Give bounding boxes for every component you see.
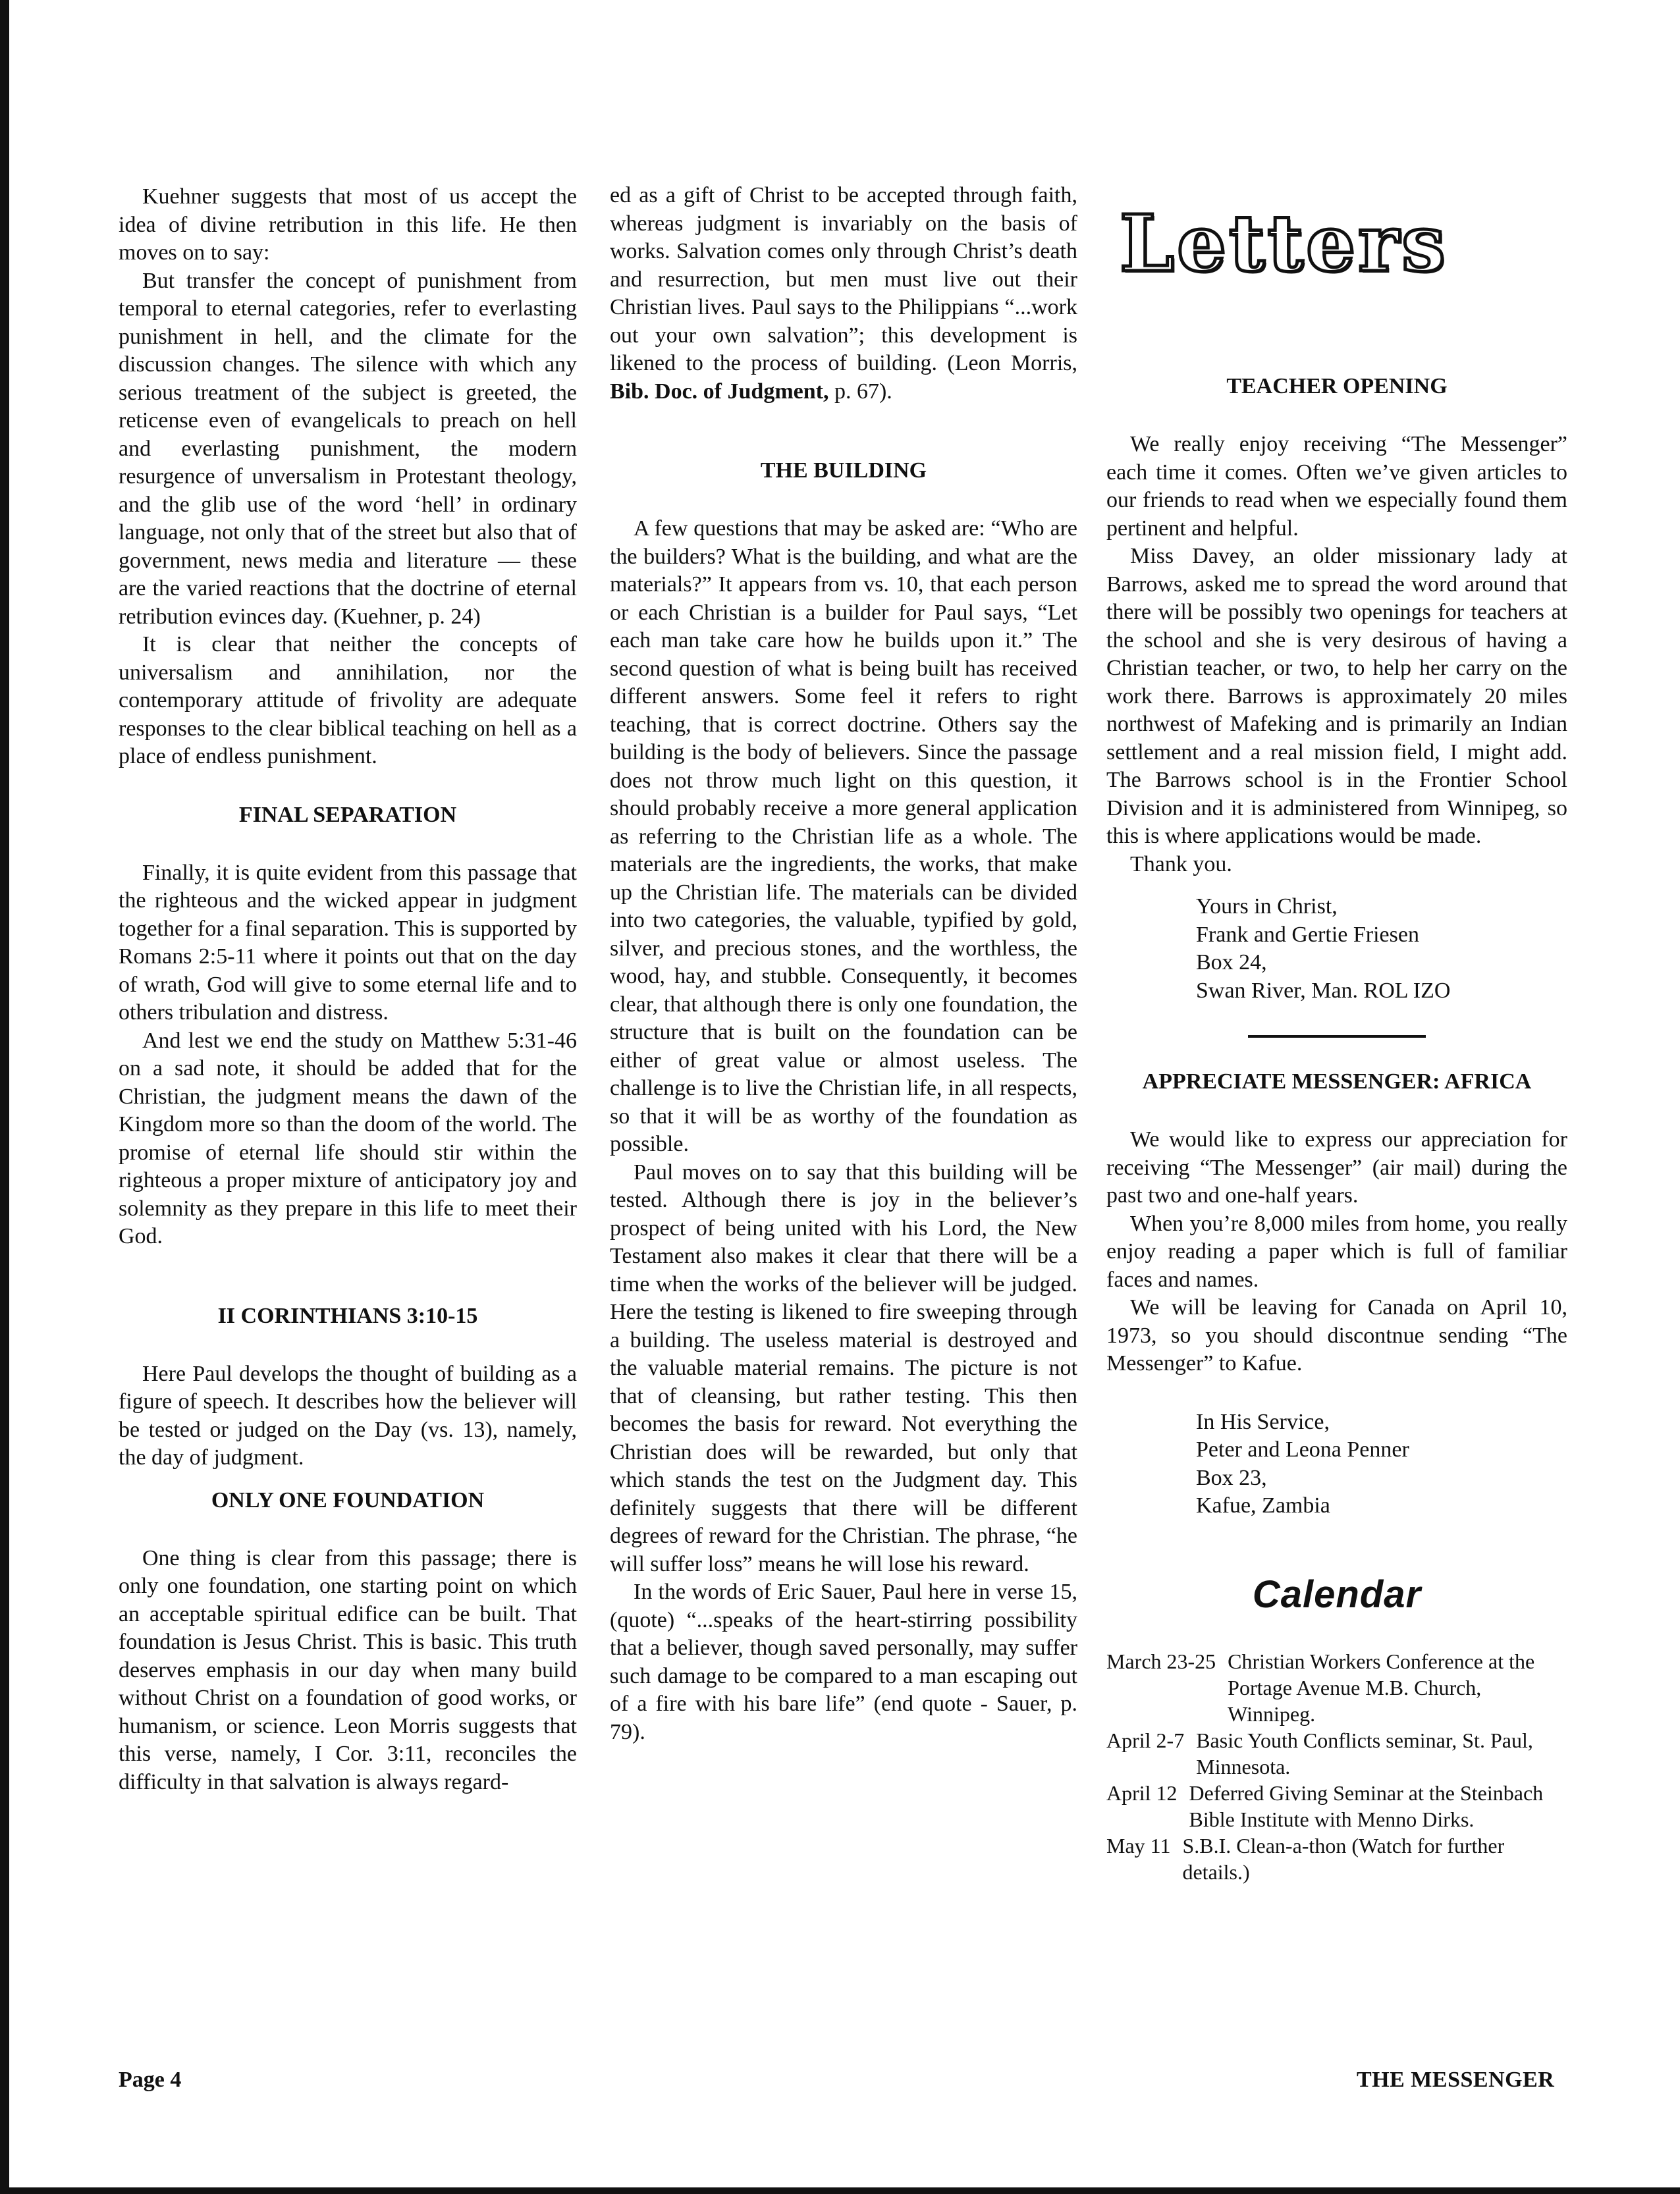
calendar-text: Deferred Giving Seminar at the Steinbach Bible Institute with Menno Dirks.	[1189, 1780, 1544, 1831]
publication-name: THE MESSENGER	[1357, 2068, 1555, 2092]
paragraph: One thing is clear from this passage; there is only one foundation, one starting point on which an acceptable spiritual edifice can be built. That foundation is Jesus Christ. This is basic. This truth deserves emphasis in our day when many build without Christ on a foundation of good works, or humanism, or science. Leon Morris suggests that this verse, namely, I Cor. 3:11, reconciles the difficulty in that salvation is always regard-	[119, 1545, 577, 1794]
calendar-date: April 12	[1106, 1780, 1178, 1805]
calendar-text: S.B.I. Clean-a-thon (Watch for further details.)	[1182, 1833, 1505, 1884]
calendar-title: Calendar	[1252, 1572, 1422, 1616]
heading-the-building: THE BUILDING	[760, 458, 927, 483]
signature-line: Kafue, Zambia	[1196, 1493, 1330, 1518]
scan-edge-left	[0, 0, 9, 2194]
paragraph: Miss Davey, an older missionary lady at Barrows, asked me to spread the word around that there will be possibly two openings for teachers at the school and she is very desirous of having a Christian teacher, or two, to help her carry on the work there. Barrows is approximately 20 miles northwest of Mafeking and is primarily an Indian settlement and a real mission field, I might add. The Barrows school is in the Frontier School Division and it is administered from Winnipeg, so this is where applications would be made.	[1106, 544, 1567, 848]
paragraph: Thank you.	[1130, 851, 1232, 876]
signature-line: In His Service,	[1196, 1409, 1330, 1434]
calendar-item	[1106, 1648, 1567, 1727]
calendar-date: March 23-25	[1106, 1649, 1216, 1673]
paragraph: Paul moves on to say that this building will be tested. Although there is joy in the believer’s prospect of being united with his Lord, the New Testament also makes it clear that there will be a time when the works of the believer will be judged. Here the testing is likened to fire sweeping through a building. The useless material is destroyed and the valuable material remains. The picture is not that of cleansing, but rather testing. This then becomes the basis for reward. Not everything the Christian does will be rewarded, but only that which stands the test on the Judgment day. This definitely suggests that there will be different degrees of reward for the Christian. The phrase, “he will suffer loss” means he will lose his reward.	[610, 1160, 1077, 1576]
heading-final-separation: FINAL SEPARATION	[238, 802, 457, 827]
text-run: ed as a gift of Christ to be accepted through faith, whereas judgment is invariably on the basis of works. Salvation comes only through Christ’s death and resurrection, but men must live out their Christian lives. Paul says to the Philippians “...work out your own salvation”; this development is likened to the process of building. (Leon Morris,	[610, 183, 1077, 375]
paragraph: In the words of Eric Sauer, Paul here in verse 15, (quote) “...speaks of the heart-stirring possibility that a believer, though saved personally, may suffer such damage to be compared to a man escaping out of a fire with his bare life” (end quote - Sauer, p. 79).	[610, 1580, 1077, 1744]
signature-line: Swan River, Man. ROL IZO	[1196, 978, 1451, 1003]
block-quote: But transfer the concept of punishment from temporal to eternal categories, refer to everlasting punishment in hell, and the climate for the discussion changes. The silence with which any serious treatment of the subject is greeted, the reticense even of evangelicals to preach on hell and everlasting punishment, the modern resurgence of unversalism in Protestant theology, and the glib use of the word ‘hell’ in ordinary language, not only that of the street but also that of government, news media and literature — these are the varied reactions that the doctrine of eternal retribution evinces day. (Kuehner, p. 24)	[119, 268, 577, 629]
calendar-item	[1106, 1780, 1567, 1833]
column-2	[610, 182, 1077, 1746]
signature-line: Box 23,	[1196, 1465, 1267, 1490]
calendar-date: April 2-7	[1106, 1728, 1185, 1752]
calendar-text: Christian Workers Conference at the Portage Avenue M.B. Church, Winnipeg.	[1228, 1649, 1535, 1726]
citation-title: Bib. Doc. of Judgment,	[610, 379, 829, 404]
page-number: Page 4	[119, 2068, 182, 2092]
column-3	[1106, 373, 1567, 1885]
paragraph: Kuehner suggests that most of us accept the idea of divine retribution in this life. He then moves on to say:	[119, 184, 577, 265]
calendar-item	[1106, 1833, 1567, 1885]
letters-title-text: Letters	[1120, 198, 1448, 289]
calendar-date: May 11	[1106, 1833, 1171, 1858]
calendar-list	[1106, 1648, 1567, 1885]
heading-ii-corinthians: II CORINTHIANS 3:10-15	[217, 1303, 478, 1328]
paragraph: And lest we end the study on Matthew 5:31-46 on a sad note, it should be added that for the Christian, the judgment means the dawn of the Kingdom more so than the doom of the world. The promise of eternal life should stir within the righteous a proper mixture of anticipatory joy and solemnity as they prepare in this life to meet their God.	[119, 1028, 577, 1248]
signature-line: Yours in Christ,	[1196, 894, 1338, 919]
paragraph: When you’re 8,000 miles from home, you really enjoy reading a paper which is full of familiar faces and names.	[1106, 1211, 1567, 1292]
heading-appreciate-messenger: APPRECIATE MESSENGER: AFRICA	[1142, 1069, 1532, 1094]
paragraph: Here Paul develops the thought of building as a figure of speech. It describes how the believer will be tested or judged on the Day (vs. 13), namely, the day of judgment.	[119, 1361, 577, 1470]
scan-edge-bottom	[0, 2187, 1680, 2194]
letters-title	[1120, 198, 1528, 289]
calendar-text: Basic Youth Conflicts seminar, St. Paul, Minnesota.	[1196, 1728, 1533, 1779]
paragraph: We would like to express our appreciation for receiving “The Messenger” (air mail) during the past two and one-half years.	[1106, 1127, 1567, 1208]
heading-only-one-foundation: ONLY ONE FOUNDATION	[211, 1487, 485, 1512]
signature-line: Frank and Gertie Friesen	[1196, 922, 1419, 947]
calendar-item	[1106, 1727, 1567, 1780]
signature-friesen	[1196, 893, 1567, 1005]
paragraph: A few questions that may be asked are: “Who are the builders? What is the building, and what are the materials?” It appears from vs. 10, that each person or each Christian is a builder for Paul says, “Let each man take care how he builds upon it.” The second question of what is being built has received different answers. Some feel it refers to right teaching, that is correct doctrine. Others say the building is the body of believers. Since the passage does not throw much light on this question, it should probably receive a more general application as referring to the Christian life as a whole. The materials are the ingredients, the works, that make up the Christian life. The materials can be divided into two categories, the valuable, typified by gold, silver, and precious stones, and the worthless, the wood, hay, and stubble. Consequently, it becomes clear, that although there is only one foundation, the structure that is built on the foundation can be either of great value or almost useless. The challenge is to live the Christian life, in all respects, so that it will be as worthy of the foundation as possible.	[610, 516, 1077, 1156]
signature-line: Peter and Leona Penner	[1196, 1437, 1409, 1462]
text-run: p. 67).	[828, 379, 892, 404]
signature-line: Box 24,	[1196, 950, 1267, 975]
paragraph: We will be leaving for Canada on April 10, 1973, so you should discontnue sending “The Messenger” to Kafue.	[1106, 1295, 1567, 1376]
paragraph: It is clear that neither the concepts of universalism and annihilation, nor the contemporary attitude of frivolity are adequate responses to the clear biblical teaching on hell as a place of endless punishment.	[119, 632, 577, 768]
paragraph: We really enjoy receiving “The Messenger” each time it comes. Often we’ve given articles to our friends to read when we especially found them pertinent and helpful.	[1106, 432, 1567, 541]
signature-penner	[1196, 1408, 1567, 1520]
column-1	[119, 183, 577, 1796]
paragraph	[610, 182, 1077, 406]
paragraph: Finally, it is quite evident from this passage that the righteous and the wicked appear in judgment together for a final separation. This is supported by Romans 2:5-11 where it points out that on the day of wrath, God will give to some eternal life and to others tribulation and distress.	[119, 860, 577, 1025]
heading-teacher-opening: TEACHER OPENING	[1226, 374, 1448, 398]
